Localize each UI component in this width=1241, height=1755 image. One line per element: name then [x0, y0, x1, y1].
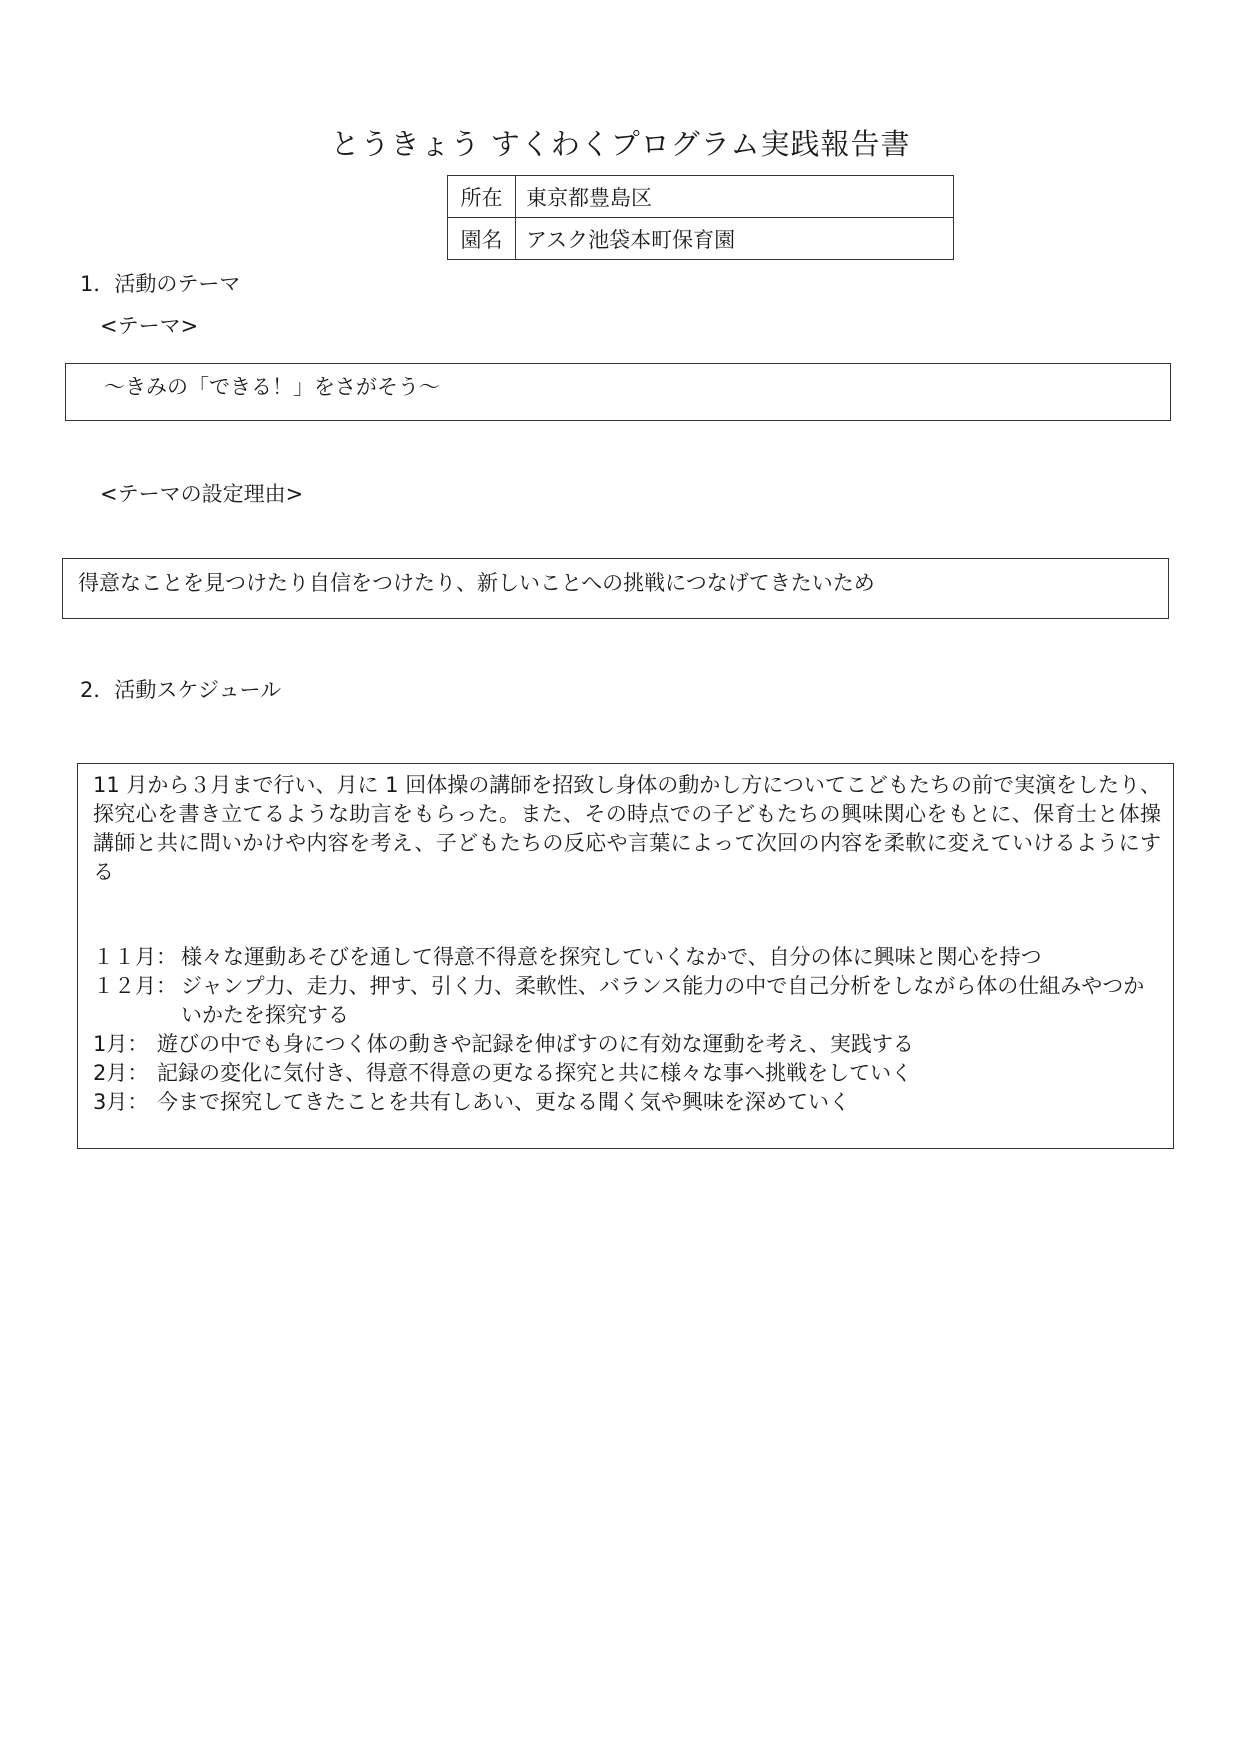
info-value-location: 東京都豊島区 — [516, 176, 954, 218]
schedule-item-dec — [93, 972, 1161, 1030]
info-row-location — [448, 176, 954, 218]
theme-box — [65, 363, 1171, 421]
schedule-item-jan — [93, 1030, 1161, 1059]
schedule-month: 3月： — [93, 1090, 149, 1114]
schedule-list — [93, 943, 1161, 1117]
theme-label: <テーマ> — [100, 314, 199, 338]
schedule-text: 遊びの中でも身につく体の動きや記録を伸ばすのに有効な運動を考え、実践する — [157, 1032, 914, 1056]
section2-heading: 2．活動スケジュール — [80, 678, 282, 702]
info-row-school-name — [448, 218, 954, 260]
schedule-intro: 11 月から３月まで行い、月に 1 回体操の講師を招致し身体の動かし方についてこどもたちの前で実演をしたり、探究心を書き立てるような助言をもらった。また、その時点での子どもたちの興味関心をもとに、保育士と体操講師と共に問いかけや内容を考え、子どもたちの反応や言葉によって次回の内容を柔軟に変えていけるようにする — [93, 773, 1161, 884]
reason-box — [62, 558, 1169, 619]
info-label-location: 所在 — [448, 176, 516, 218]
schedule-item-nov — [93, 943, 1161, 972]
schedule-box — [77, 763, 1174, 1149]
schedule-item-feb — [93, 1059, 1161, 1088]
schedule-text: 今まで探究してきたことを共有しあい、更なる聞く気や興味を深めていく — [157, 1090, 850, 1114]
schedule-month: 2月： — [93, 1061, 149, 1085]
page-title: とうきょう すくわくプログラム実践報告書 — [330, 127, 911, 161]
schedule-month: 1月： — [93, 1032, 149, 1056]
schedule-text: ジャンプ力、走力、押す、引く力、柔軟性、バランス能力の中で自己分析をしながら体の仕組みやつかいかたを探究する — [181, 974, 1145, 1027]
reason-text: 得意なことを見つけたり自信をつけたり、新しいことへの挑戦につなげてきたいため — [78, 571, 875, 595]
info-value-school-name: アスク池袋本町保育園 — [516, 218, 954, 260]
info-table — [447, 175, 954, 260]
section1-heading: 1．活動のテーマ — [80, 272, 241, 296]
reason-label: <テーマの設定理由> — [100, 482, 304, 506]
info-label-school-name: 園名 — [448, 218, 516, 260]
schedule-month: １２月： — [93, 974, 177, 998]
schedule-month: １１月： — [93, 945, 177, 969]
schedule-text: 様々な運動あそびを通して得意不得意を探究していくなかで、自分の体に興味と関心を持つ — [181, 945, 1042, 969]
theme-text: ～きみの「できる！」をさがそう～ — [104, 375, 440, 399]
schedule-text: 記録の変化に気付き、得意不得意の更なる探究と共に様々な事へ挑戦をしていく — [157, 1061, 913, 1085]
schedule-item-mar — [93, 1088, 1161, 1117]
